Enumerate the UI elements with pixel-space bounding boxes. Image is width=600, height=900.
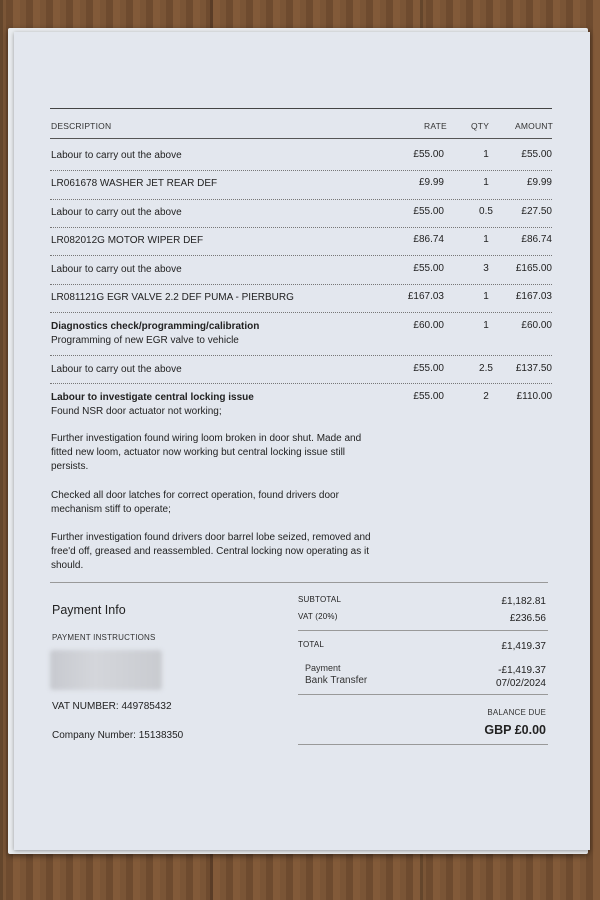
line-qty: 1: [483, 320, 489, 331]
line-amount: £9.99: [526, 177, 552, 188]
line-amount: £167.03: [515, 291, 552, 302]
line-qty: 3: [483, 263, 489, 274]
line-amount: £110.00: [516, 391, 552, 402]
vat-value: £236.56: [509, 613, 546, 624]
company-number: Company Number: 15138350: [52, 730, 184, 741]
line-rate: £167.03: [407, 291, 444, 302]
subtotal-value: £1,182.81: [501, 596, 546, 607]
work-note: Checked all door latches for correct operation, found drivers door mechanism stiff to operate;: [51, 490, 339, 515]
line-rate: £9.99: [418, 177, 444, 188]
line-amount: £86.74: [521, 234, 552, 245]
totals-divider: [298, 630, 548, 631]
payment-label: Payment: [305, 663, 341, 673]
line-description: LR081121G EGR VALVE 2.2 DEF PUMA - PIERBURG: [51, 292, 294, 303]
line-rate: £55.00: [413, 391, 444, 402]
line-description: LR061678 WASHER JET REAR DEF: [51, 178, 218, 189]
line-rate: £55.00: [413, 363, 444, 374]
row-divider: [50, 170, 552, 171]
line-qty: 0.5: [479, 206, 493, 217]
line-amount: £60.00: [521, 320, 552, 331]
line-description: Labour to carry out the above: [51, 264, 182, 275]
redacted-bank-details: [50, 650, 162, 690]
line-rate: £55.00: [413, 206, 444, 217]
totals-divider: [298, 694, 548, 695]
total-value: £1,419.37: [501, 641, 546, 652]
payment-amount: -£1,419.37: [498, 665, 546, 676]
section-divider: [50, 582, 548, 583]
line-description: Labour to carry out the above: [51, 364, 182, 375]
column-header-description: DESCRIPTION: [51, 121, 112, 131]
work-note: Further investigation found wiring loom broken in door shut. Made and fitted new loom, actuator now working but central locking issue still persists.: [51, 433, 362, 472]
line-qty: 1: [483, 234, 489, 245]
row-divider: [50, 255, 552, 256]
vat-number: VAT NUMBER: 449785432: [52, 701, 172, 712]
line-rate: £60.00: [413, 320, 444, 331]
invoice-page: [14, 32, 590, 850]
line-amount: £27.50: [521, 206, 552, 217]
header-divider: [50, 138, 552, 139]
total-label: TOTAL: [298, 640, 325, 649]
line-qty: 1: [483, 149, 489, 160]
payment-method: Bank Transfer: [305, 675, 368, 686]
line-rate: £55.00: [413, 263, 444, 274]
row-divider: [50, 199, 552, 200]
line-rate: £86.74: [413, 234, 444, 245]
column-header-rate: RATE: [424, 121, 447, 131]
line-qty: 1: [483, 177, 489, 188]
vat-label: VAT (20%): [298, 612, 338, 621]
row-divider: [50, 383, 552, 384]
row-divider: [50, 284, 552, 285]
line-amount: £165.00: [515, 263, 552, 274]
column-header-qty: QTY: [471, 121, 490, 131]
line-description: Labour to carry out the above: [51, 150, 182, 161]
row-divider: [50, 355, 552, 356]
payment-info-title: Payment Info: [52, 603, 126, 617]
column-header-amount: AMOUNT: [515, 121, 554, 131]
totals-divider: [298, 744, 548, 745]
line-description: Diagnostics check/programming/calibration: [51, 321, 260, 332]
payment-instructions-label: PAYMENT INSTRUCTIONS: [52, 633, 156, 642]
balance-due-label: BALANCE DUE: [487, 708, 546, 717]
line-sub-description: Programming of new EGR valve to vehicle: [51, 335, 239, 346]
row-divider: [50, 312, 552, 313]
line-amount: £55.00: [521, 149, 552, 160]
line-description: LR082012G MOTOR WIPER DEF: [51, 235, 204, 246]
line-qty: 2.5: [479, 363, 493, 374]
top-divider: [50, 108, 552, 109]
line-description: Labour to investigate central locking issue: [51, 392, 254, 403]
subtotal-label: SUBTOTAL: [298, 595, 342, 604]
line-amount: £137.50: [515, 363, 552, 374]
payment-date: 07/02/2024: [495, 678, 546, 689]
line-qty: 1: [483, 291, 489, 302]
line-qty: 2: [483, 391, 489, 402]
line-rate: £55.00: [413, 149, 444, 160]
balance-due-value: GBP £0.00: [484, 723, 546, 737]
work-note: Further investigation found drivers door barrel lobe seized, removed and free'd off, greased and reassembled. Central locking now operating as it should.: [51, 532, 371, 571]
line-description: Labour to carry out the above: [51, 207, 182, 218]
row-divider: [50, 227, 552, 228]
line-sub-description: Found NSR door actuator not working;: [51, 406, 222, 417]
